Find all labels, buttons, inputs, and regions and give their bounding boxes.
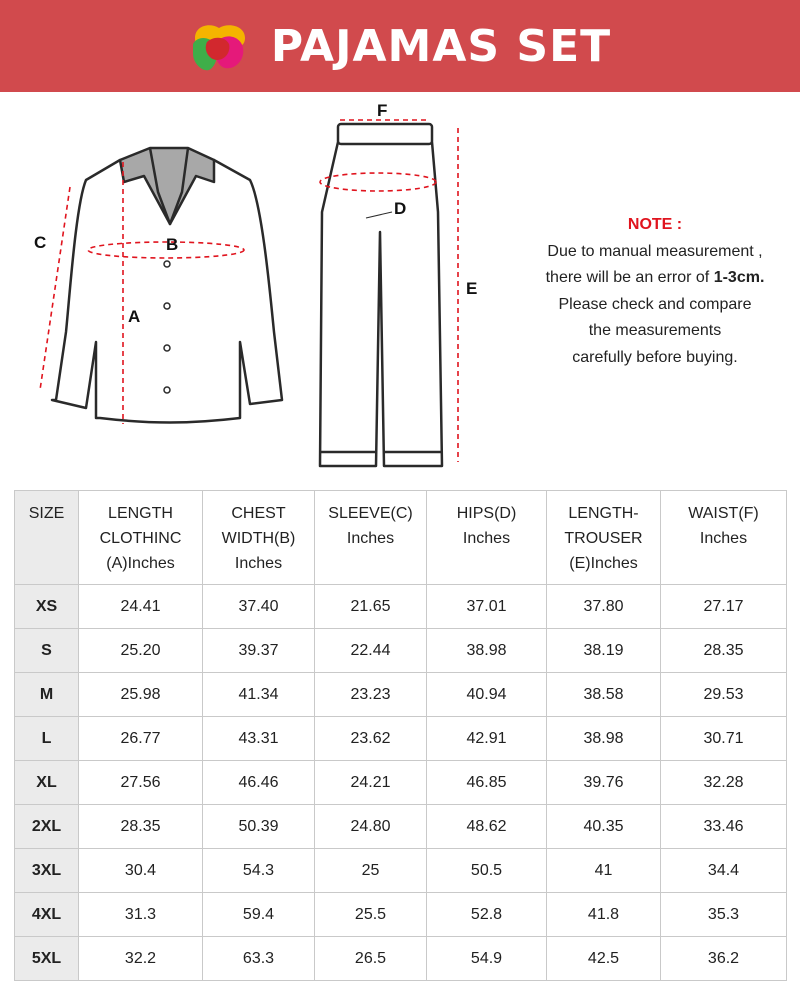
header-hips: HIPS(D) Inches <box>427 491 547 585</box>
table-row <box>15 849 787 893</box>
measurement-cell: 33.46 <box>661 805 787 849</box>
table-row <box>15 629 787 673</box>
measurement-cell: 37.01 <box>427 585 547 629</box>
measurement-cell: 41 <box>547 849 661 893</box>
shirt-illustration <box>52 148 282 423</box>
measurement-cell: 48.62 <box>427 805 547 849</box>
measurement-cell: 26.5 <box>315 937 427 981</box>
measurement-cell: 46.85 <box>427 761 547 805</box>
measurement-cell: 25.5 <box>315 893 427 937</box>
table-row <box>15 805 787 849</box>
measurement-cell: 42.91 <box>427 717 547 761</box>
measurement-cell: 41.8 <box>547 893 661 937</box>
size-label-cell: S <box>15 629 79 673</box>
measurement-cell: 63.3 <box>203 937 315 981</box>
note-line: the measurements <box>588 322 722 339</box>
size-label-cell: 3XL <box>15 849 79 893</box>
measurement-cell: 43.31 <box>203 717 315 761</box>
measurement-cell: 32.2 <box>79 937 203 981</box>
size-label-cell: M <box>15 673 79 717</box>
measurement-cell: 24.80 <box>315 805 427 849</box>
table-row <box>15 585 787 629</box>
size-label-cell: 2XL <box>15 805 79 849</box>
size-label-cell: XS <box>15 585 79 629</box>
label-b: B <box>166 235 179 254</box>
measurement-cell: 21.65 <box>315 585 427 629</box>
measurement-cell: 25.98 <box>79 673 203 717</box>
measurement-cell: 26.77 <box>79 717 203 761</box>
measurement-cell: 39.76 <box>547 761 661 805</box>
measurement-cell: 42.5 <box>547 937 661 981</box>
measurement-cell: 25 <box>315 849 427 893</box>
label-d: D <box>394 199 407 218</box>
measurement-cell: 54.9 <box>427 937 547 981</box>
measurement-cell: 23.62 <box>315 717 427 761</box>
measurement-cell: 46.46 <box>203 761 315 805</box>
page-title: PAJAMAS SET <box>270 20 612 72</box>
measurement-cell: 50.39 <box>203 805 315 849</box>
measurement-cell: 25.20 <box>79 629 203 673</box>
measurement-cell: 40.94 <box>427 673 547 717</box>
table-row <box>15 673 787 717</box>
note-line: Due to manual measurement , <box>547 242 763 260</box>
measurement-cell: 36.2 <box>661 937 787 981</box>
measurement-cell: 40.35 <box>547 805 661 849</box>
measurement-cell: 24.21 <box>315 761 427 805</box>
note-error-range: 1-3cm. <box>713 269 765 286</box>
measurement-cell: 50.5 <box>427 849 547 893</box>
measurement-cell: 30.4 <box>79 849 203 893</box>
size-label-cell: 5XL <box>15 937 79 981</box>
size-chart-table <box>14 490 787 981</box>
note-line: carefully before buying. <box>572 348 738 366</box>
note-line-text: there will be an error of <box>545 269 714 286</box>
header-banner <box>0 0 800 92</box>
measurement-cell: 27.56 <box>79 761 203 805</box>
header-size: SIZE <box>15 491 79 585</box>
measurement-cell: 31.3 <box>79 893 203 937</box>
measurement-note <box>520 212 790 371</box>
measurement-cell: 32.28 <box>661 761 787 805</box>
measurement-cell: 38.98 <box>427 629 547 673</box>
label-f: F <box>377 101 388 120</box>
measurement-cell: 54.3 <box>203 849 315 893</box>
measurement-cell: 52.8 <box>427 893 547 937</box>
measurement-cell: 28.35 <box>79 805 203 849</box>
measurement-cell: 41.34 <box>203 673 315 717</box>
measurement-cell: 59.4 <box>203 893 315 937</box>
header-chest-width: CHEST WIDTH(B) Inches <box>203 491 315 585</box>
header-waist: WAIST(F) Inches <box>661 491 787 585</box>
label-c: C <box>34 233 47 252</box>
measurement-cell: 38.98 <box>547 717 661 761</box>
label-e: E <box>466 279 478 298</box>
measurement-cell: 30.71 <box>661 717 787 761</box>
measurement-cell: 37.40 <box>203 585 315 629</box>
table-row <box>15 893 787 937</box>
table-row <box>15 717 787 761</box>
measurement-cell: 24.41 <box>79 585 203 629</box>
measurement-cell: 38.19 <box>547 629 661 673</box>
measurement-cell: 23.23 <box>315 673 427 717</box>
measurement-cell: 28.35 <box>661 629 787 673</box>
measurement-cell: 27.17 <box>661 585 787 629</box>
measurement-cell: 34.4 <box>661 849 787 893</box>
note-title: NOTE : <box>627 216 683 233</box>
note-line <box>520 265 790 292</box>
size-label-cell: XL <box>15 761 79 805</box>
table-row <box>15 937 787 981</box>
header-sleeve: SLEEVE(C) Inches <box>315 491 427 585</box>
measurement-cell: 38.58 <box>547 673 661 717</box>
table-header-row <box>15 491 787 585</box>
size-label-cell: L <box>15 717 79 761</box>
measurement-cell: 22.44 <box>315 629 427 673</box>
header-length-clothing: LENGTH CLOTHINC (A)Inches <box>79 491 203 585</box>
brand-logo-icon <box>189 18 251 74</box>
measurement-cell: 37.80 <box>547 585 661 629</box>
header-length-trouser: LENGTH- TROUSER (E)Inches <box>547 491 661 585</box>
measurement-cell: 29.53 <box>661 673 787 717</box>
label-a: A <box>128 307 141 326</box>
size-label-cell: 4XL <box>15 893 79 937</box>
measurement-cell: 35.3 <box>661 893 787 937</box>
note-line: Please check and compare <box>558 295 752 313</box>
measurement-cell: 39.37 <box>203 629 315 673</box>
table-row <box>15 761 787 805</box>
